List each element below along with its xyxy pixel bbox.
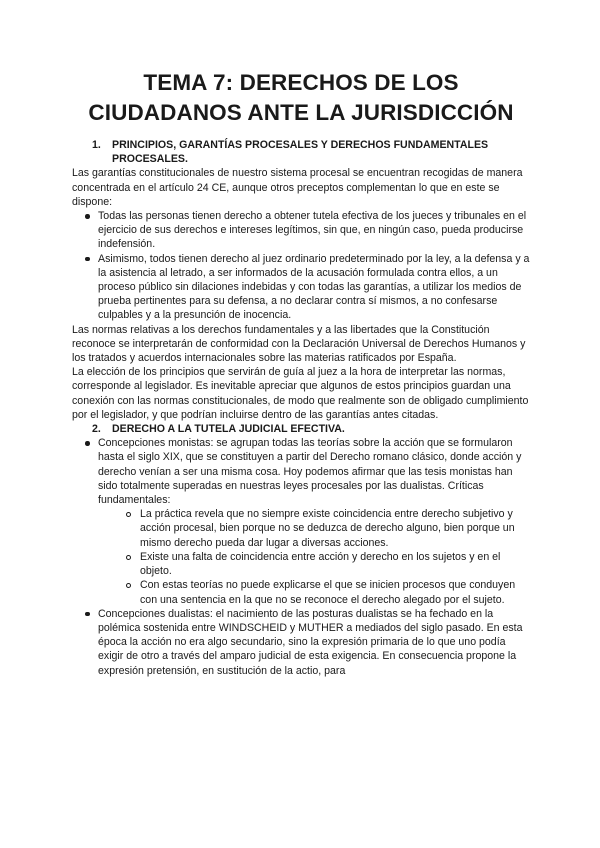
sub-list-item: Con estas teorías no puede explicarse el que se inicien procesos que conduyen con una sentencia en la que no se reconoce el derecho alegado por el sujeto. <box>114 578 530 606</box>
section-title: PRINCIPIOS, GARANTÍAS PROCESALES Y DERECHOS FUNDAMENTALES PROCESALES. <box>112 139 489 166</box>
sub-list-item: Existe una falta de coincidencia entre acción y derecho en los sujetos y en el objeto. <box>114 550 530 578</box>
list-item: Asimismo, todos tienen derecho al juez ordinario predeterminado por la ley, a la defensa y a la asistencia al letrado, a ser informados de la acusación formulada contra ellos, a un proceso público sin dilaciones indebidas y con todas las garantías, a utilizar los medios de prueba pertinentes para su defensa, a no declarar contra sí mismos, a no confesarse culpables y a la presunción de inocencia. <box>72 252 530 323</box>
paragraph: Las garantías constitucionales de nuestro sistema procesal se encuentran recogidas de manera concentrada en el artículo 24 CE, aunque otros preceptos complementan lo que en este se dispone: <box>72 167 523 208</box>
section-title: DERECHO A LA TUTELA JUDICIAL EFECTIVA. <box>112 423 345 436</box>
section-number: 2. <box>92 423 101 436</box>
paragraph: La elección de los principios que servirán de guía al juez a la hora de interpretar las normas, corresponde al legislador. Es inevitable apreciar que algunos de estos principios guardan una conexión con las normas constitucionales, de modo que realmente son de obligado cumplimiento por el legislador, y que podrían incluirse dentro de las garantías antes citadas. <box>72 366 529 421</box>
bullet-list <box>72 209 530 323</box>
list-item: Todas las personas tienen derecho a obtener tutela efectiva de los jueces y tribunales en el ejercicio de sus derechos e intereses legítimos, sin que, en ningún caso, pueda producirse indefensión. <box>72 209 530 252</box>
section-number: 1. <box>92 139 101 151</box>
section-heading-1 <box>72 138 530 166</box>
list-item: Concepciones dualistas: el nacimiento de las posturas dualistas se ha fechado en la polémica sostenida entre WINDSCHEID y MUTHER a mediados del siglo pasado. En esta época la acción no era algo secundario, sino la expresión primaria de lo que uno podía exigir de otro a través del amparo judicial de esta exigencia. En consecuencia propone la expresión pretensión, en sustitución de la actio, para <box>72 607 530 678</box>
paragraph: Las normas relativas a los derechos fundamentales y a las libertades que la Constitución reconoce se interpretarán de conformidad con la Declaración Universal de Derechos Humanos y los tratados y acuerdos internacionales sobre las materias ratificados por España. <box>72 323 526 365</box>
bullet-list <box>72 436 530 677</box>
list-item-text: Concepciones monistas: se agrupan todas las teorías sobre la acción que se formularon hasta el siglo XIX, que se constituyen a partir del Derecho romano clásico, donde acción y derecho venían a ser una misma cosa. Hoy podemos afirmar que las tesis monistas han sido totalmente superadas en nuestras leyes procesales por las dualistas. Críticas fundamentales: <box>98 437 522 507</box>
list-item <box>72 436 530 606</box>
sub-list-item: La práctica revela que no siempre existe coincidencia entre derecho subjetivo y acción procesal, bien porque no se deduzca de derecho alguno, bien porque un mismo derecho pueda dar lugar a diversas acciones. <box>114 507 530 550</box>
sub-bullet-list <box>114 507 530 606</box>
page-title: TEMA 7: DERECHOS DE LOS CIUDADANOS ANTE LA JURISDICCIÓN <box>88 70 514 125</box>
section-heading-2 <box>72 422 530 436</box>
